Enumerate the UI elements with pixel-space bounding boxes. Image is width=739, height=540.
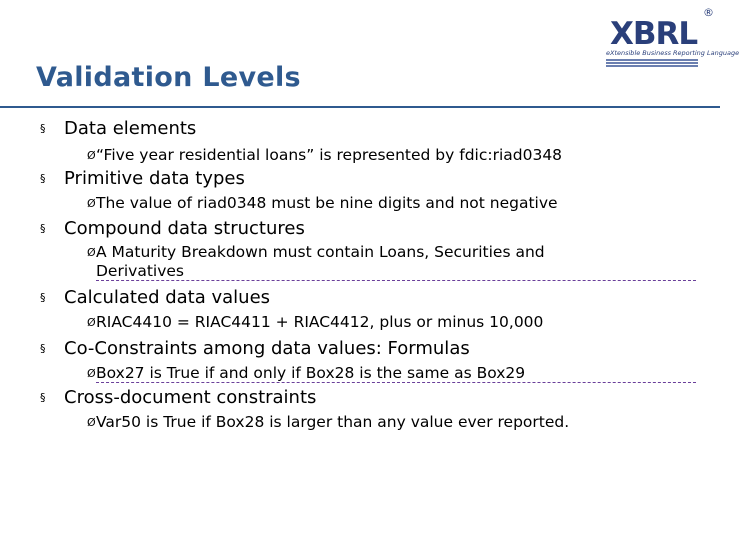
bullet-marker: § [40, 291, 46, 304]
dashed-divider [96, 382, 696, 383]
bullet-marker: § [40, 342, 46, 355]
bullet-label: Data elements [64, 118, 197, 139]
logo-word: XBRL [610, 16, 698, 52]
logo-stripes [606, 59, 698, 71]
bullet-label: Calculated data values [64, 287, 271, 308]
sub-marker: Ø [87, 246, 96, 259]
sub-text: RIAC4410 = RIAC4411 + RIAC4412, plus or minus 10,000 [96, 313, 544, 331]
sub-text: Box27 is True if and only if Box28 is the same as Box29 [96, 364, 526, 382]
slide-title: Validation Levels [36, 62, 301, 93]
bullet-label: Primitive data types [64, 168, 245, 189]
title-rule [0, 106, 720, 108]
sub-marker: Ø [87, 416, 96, 429]
logo-registered-mark: ® [703, 6, 714, 19]
bullet-label: Compound data structures [64, 218, 305, 239]
sub-marker: Ø [87, 316, 96, 329]
bullet-marker: § [40, 222, 46, 235]
bullet-label: Co-Constraints among data values: Formulas [64, 338, 470, 359]
sub-text: The value of riad0348 must be nine digits and not negative [96, 194, 558, 212]
bullet-marker: § [40, 172, 46, 185]
xbrl-logo [604, 6, 739, 72]
sub-text: Derivatives [96, 262, 184, 280]
bullet-marker: § [40, 391, 46, 404]
sub-text: Var50 is True if Box28 is larger than any value ever reported. [96, 413, 570, 431]
sub-text: “Five year residential loans” is represented by fdic:riad0348 [96, 146, 563, 164]
bullet-label: Cross-document constraints [64, 387, 317, 408]
logo-tagline: eXtensible Business Reporting Language [606, 49, 739, 57]
sub-marker: Ø [87, 197, 96, 210]
sub-text: A Maturity Breakdown must contain Loans, Securities and [96, 243, 545, 261]
sub-marker: Ø [87, 149, 96, 162]
bullet-marker: § [40, 122, 46, 135]
sub-marker: Ø [87, 367, 96, 380]
dashed-divider [96, 280, 696, 281]
